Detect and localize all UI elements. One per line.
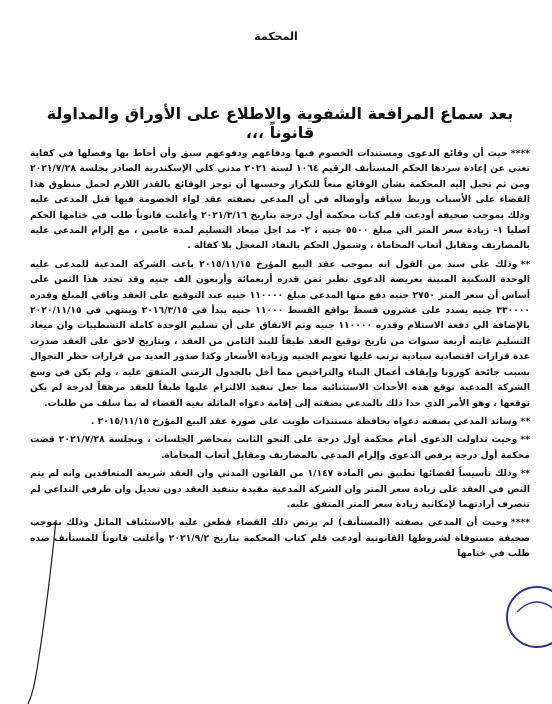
paragraph-claim-basis: **وذلك على سند من القول انه بموجب عقد البيع المؤرخ ٢٠١٥/١١/١٥ باعت الشركة المدعية للمدعى عليه الوحدة السكنية المبينة بعريضة الدعوى نظير ثمن قدره أربعمائة وأربعون الف جنيه وقد تحدد هذا الثمن على أساس أن سعر المتر ٢٧٥٠ جنيه دفع منها المدعي مبلغ ١١٠٠٠٠ جنيه عند التوقيع على العقد وباقي المبلغ وقدره ٣٣٠٠٠٠ جنيه يسدد على عشرون قسط بواقع القسط ١١٠٠٠ جنيه يبدأ في ٢٠١٦/٣/١٥ وينتهي في ٢٠٢٠/١١/١٥ بالإضافة الي دفعة الاستلام وقدره ١١٠٠٠٠ جنيه وتم الاتفاق على أن تسليم الوحدة كاملة التشطيبات وان ميعاد التسليم غايته أربعة سنوات من تاريخ توقيع العقد طبقاً للبند الثامن من العقد ، وبتاريخ لاحق على العقد صدرت عدة قرارات اقتصادية سيادية ترتب عليها تعويم الجنيه وزيادة الأسعار وكذا صدور العديد من قرارات حظر التجوال بسبب جائحة كورونا وإيقاف أعمال البناء والتراخيص مما أخل بالجدول الزمني المتفق عليه ، ولم يكن في وسع الشركة المدعية توقع هذه الأحداث الاستثنائية مما جعل تنفيذ الالتزام عليها طبقاً للعقد مرهقاً لدرجة لم يكن توقعها ، وهو الأمر الذي حدا ذلك بالمدعي بصفته إلى إقامة دعواه الماثلة بغية القضاء له بما سلف من طلبات. xyxy=(29,258,530,409)
judgment-preamble-heading: بعد سماع المرافعة الشفوية والاطلاع على الأوراق والمداولة قانوناً ،،، xyxy=(46,104,514,142)
stamp-mark xyxy=(502,582,552,652)
judgment-body xyxy=(30,146,530,565)
paragraph-facts: ****حيث أن وقائع الدعوى ومستندات الخصوم فيها ودفاعهم ودفوعهم سبق وأن أحاط بها وفصلها في كفاية تغني عن إعادة سردها الحكم المستأنف الرقيم ١٠٦٤ لسنة ٢٠٢١ مدني كلي الإسكندرية الصادر بجلسة ٢٠٢١/٧/٢٨ ومن ثم تحيل إليه المحكمة بشأن الوقائع منعاً للتكرار وحسبها أن توجز الوقائع بالقدر اللازم لحمل منطوق هذا القضاء على الأسباب وربط سياقه وأوصاله في أن المدعي بصفته عقد لواء الخصومة فيها قبل المدعى عليه وذلك بموجب صحيفة أودعت قلم كتاب محكمة أول درجة بتاريخ ٢٠٢١/٣/١٦ وأعلنت قانوناً طلب في ختامها الحكم اصليا ١- زيادة سعر المتر الي مبلغ ٥٥٠٠ جنيه ، ٢- مد اجل ميعاد التسليم لمدة عامين ، مع إلزام المدعي عليه بالمصاريف ومقابل أتعاب المحاماة ، وشمول الحكم بالنفاذ المعجل بلا كفالة . xyxy=(30,148,531,252)
paragraph-evidence: **وساند المدعي بصفته دعواه بحافظة مستندات طويت على صورة عقد البيع المؤرخ ٢٠١٥/١١/١٥ . xyxy=(90,415,530,427)
paragraph-first-instance-ruling: **وحيث تداولت الدعوى أمام محكمة أول درجة على النحو الثابت بمحاضر الجلسات ، وبجلسة ٢٠٢١/٧/٢٨ قضت محكمة أول درجة برفض الدعوى وإلزام المدعي بالمصاريف ومقابل أتعاب المحاماة. xyxy=(30,434,530,461)
court-header: المحكمة xyxy=(254,30,298,43)
handwritten-margin-mark xyxy=(26,520,66,704)
paragraph-ruling-grounds: **وذلك تأسيساً لقضائها تطبيق نص المادة ١/١٤٧ من القانون المدني وان العقد شريعة المتعاقدين وانه لم يتم النص في العقد على زيادة سعر المتر وان الشركة المدعية مقيدة بتنفيذ العقد دون تعديل وان طرفي التداعي لم تنصرف أرادتهما لإمكانية زيادة سعر المتر المتفق عليه. xyxy=(30,468,530,510)
paragraph-appeal: ****وحيث أن المدعي بصفته (المستأنف) لم يرتض ذلك القضاء فطعن عليه بالاستئناف الماثل وذلك بموجب صحيفة مستوفاة لشروطها القانونية أودعت قلم كتاب المحكمة بتاريخ ٢٠٢١/٩/٢ وأعلنت قانوناً للمستأنف ضده طلب في ختامها xyxy=(30,517,530,560)
